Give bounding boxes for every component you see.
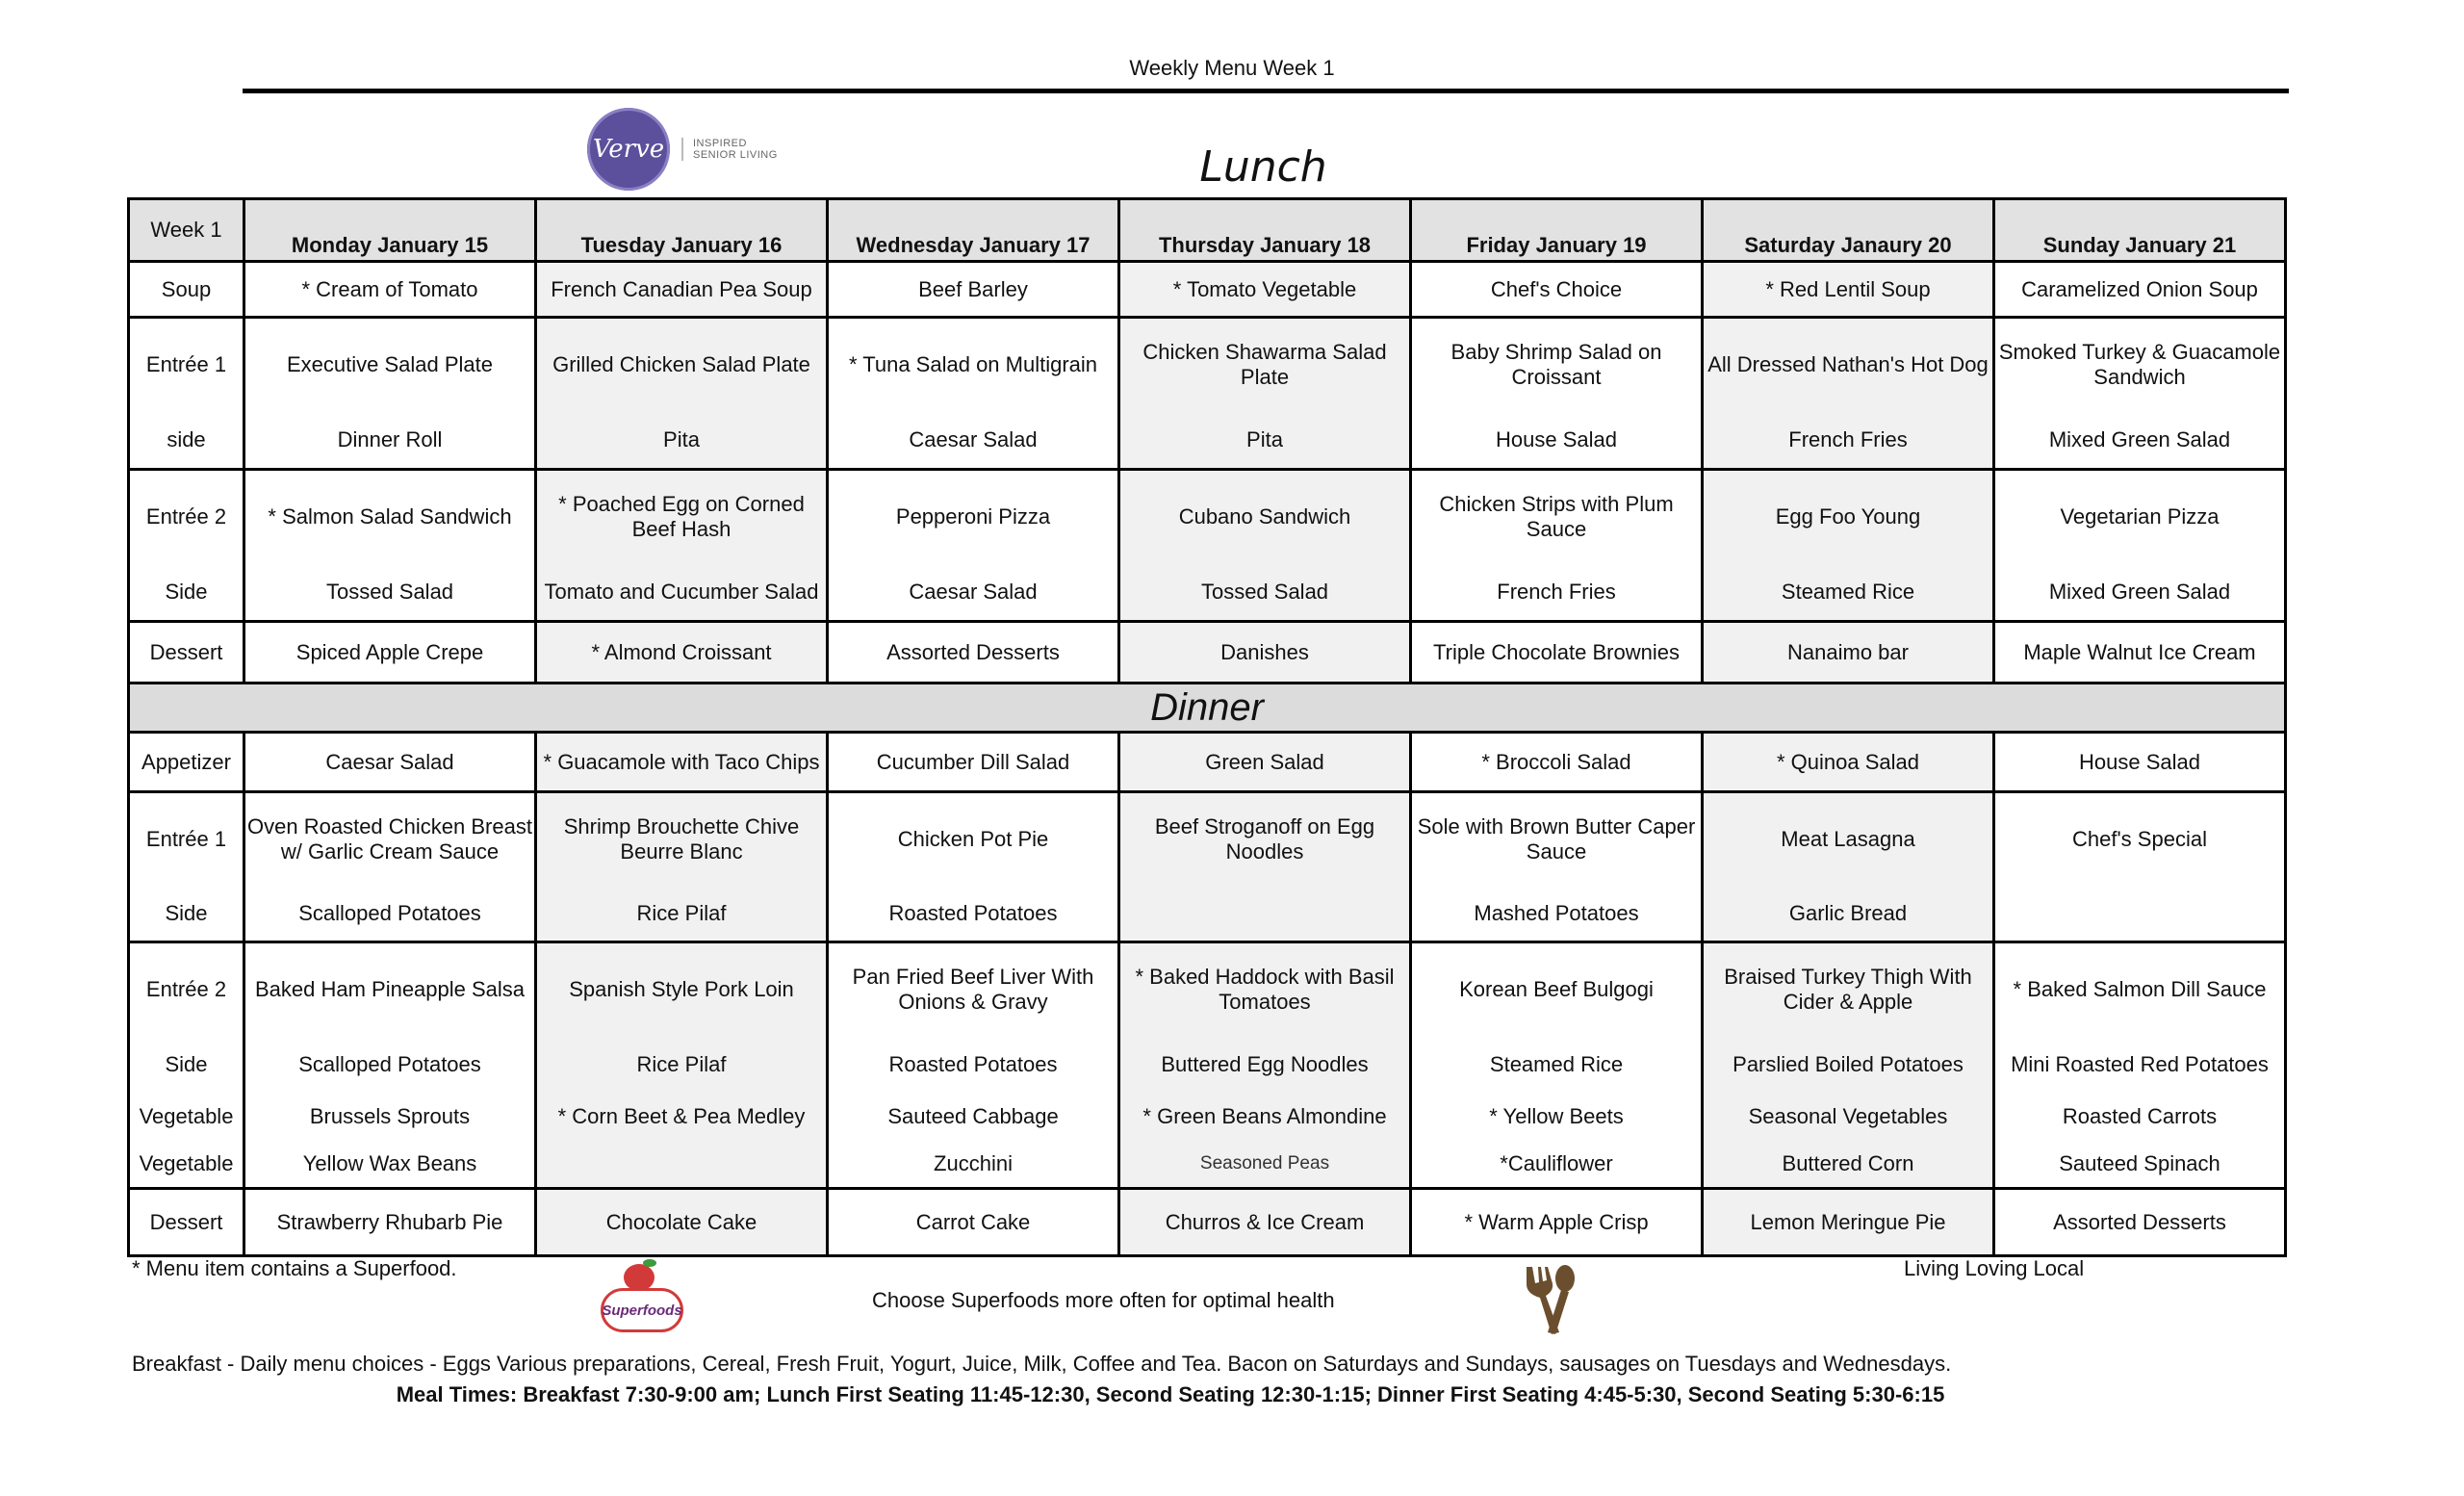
lunch-dessert-cell: Maple Walnut Ice Cream (1994, 622, 2286, 684)
lunch-entree1-label: Entrée 1 (129, 318, 244, 412)
lunch-entree1-cell: Grilled Chicken Salad Plate (536, 318, 828, 412)
day-header: Thursday January 18 (1119, 199, 1411, 262)
dinner-side2-cell: Mini Roasted Red Potatoes (1994, 1037, 2286, 1093)
dinner-side1-cell (1994, 887, 2286, 942)
dinner-veg2-row (129, 1141, 2286, 1189)
lunch-side2-cell: Tomato and Cucumber Salad (536, 564, 828, 622)
dinner-dessert-cell: Assorted Desserts (1994, 1189, 2286, 1256)
dinner-entree2-cell: Baked Ham Pineapple Salsa (244, 942, 536, 1037)
dinner-veg1-cell: Sauteed Cabbage (828, 1093, 1119, 1141)
dinner-side2-cell: Buttered Egg Noodles (1119, 1037, 1411, 1093)
leaf-icon (643, 1259, 656, 1267)
lunch-side1-cell: House Salad (1411, 412, 1703, 470)
lunch-soup-cell: * Red Lentil Soup (1703, 262, 1994, 318)
dinner-side1-cell (1119, 887, 1411, 942)
dinner-appetizer-cell: Caesar Salad (244, 733, 536, 792)
dinner-veg1-cell: Seasonal Vegetables (1703, 1093, 1994, 1141)
dinner-veg1-cell: Brussels Sprouts (244, 1093, 536, 1141)
lunch-side1-cell: Pita (1119, 412, 1411, 470)
lunch-side1-cell: French Fries (1703, 412, 1994, 470)
dinner-side1-cell: Scalloped Potatoes (244, 887, 536, 942)
lunch-soup-cell: * Tomato Vegetable (1119, 262, 1411, 318)
lunch-entree2-cell: * Salmon Salad Sandwich (244, 470, 536, 564)
dinner-title: Dinner (129, 684, 2286, 733)
lunch-soup-cell: Chef's Choice (1411, 262, 1703, 318)
dinner-appetizer-row (129, 733, 2286, 792)
dinner-veg2-cell: Buttered Corn (1703, 1141, 1994, 1189)
lunch-entree1-cell: Smoked Turkey & Guacamole Sandwich (1994, 318, 2286, 412)
dinner-dessert-cell: Carrot Cake (828, 1189, 1119, 1256)
living-local-text: Living Loving Local (1904, 1256, 2085, 1280)
dinner-side2-cell: Roasted Potatoes (828, 1037, 1119, 1093)
dinner-veg2-cell: *Cauliflower (1411, 1141, 1703, 1189)
superfoods-logo: Superfoods (601, 1288, 683, 1332)
dinner-veg2-cell (536, 1141, 828, 1189)
lunch-soup-row (129, 262, 2286, 318)
dinner-band-row (129, 684, 2286, 733)
lunch-side2-row (129, 564, 2286, 622)
dinner-side2-cell: Steamed Rice (1411, 1037, 1703, 1093)
lunch-entree2-cell: Pepperoni Pizza (828, 470, 1119, 564)
lunch-entree1-row (129, 318, 2286, 412)
lunch-side1-cell: Mixed Green Salad (1994, 412, 2286, 470)
dinner-veg2-cell: Yellow Wax Beans (244, 1141, 536, 1189)
lunch-entree1-cell: Executive Salad Plate (244, 318, 536, 412)
verve-tagline: INSPIRED SENIOR LIVING (681, 138, 778, 161)
lunch-dessert-cell: Nanaimo bar (1703, 622, 1994, 684)
lunch-side2-cell: Mixed Green Salad (1994, 564, 2286, 622)
dinner-veg2-cell: Zucchini (828, 1141, 1119, 1189)
dinner-veg2-cell: Seasoned Peas (1119, 1141, 1411, 1189)
lunch-entree2-row (129, 470, 2286, 564)
lunch-entree1-cell: Chicken Shawarma Salad Plate (1119, 318, 1411, 412)
dinner-side1-cell: Rice Pilaf (536, 887, 828, 942)
lunch-side2-cell: Tossed Salad (1119, 564, 1411, 622)
document-title: Weekly Menu Week 1 (1129, 56, 1335, 80)
fork-spoon-icon (1513, 1261, 1580, 1338)
dinner-veg1-cell: * Green Beans Almondine (1119, 1093, 1411, 1141)
dinner-appetizer-cell: * Broccoli Salad (1411, 733, 1703, 792)
lunch-entree1-cell: All Dressed Nathan's Hot Dog (1703, 318, 1994, 412)
dinner-entree2-cell: * Baked Haddock with Basil Tomatoes (1119, 942, 1411, 1037)
lunch-side1-label: side (129, 412, 244, 470)
dinner-entree2-row (129, 942, 2286, 1037)
lunch-soup-cell: * Cream of Tomato (244, 262, 536, 318)
dinner-veg1-cell: * Yellow Beets (1411, 1093, 1703, 1141)
lunch-entree2-label: Entrée 2 (129, 470, 244, 564)
dinner-veg1-cell: * Corn Beet & Pea Medley (536, 1093, 828, 1141)
dinner-veg1-cell: Roasted Carrots (1994, 1093, 2286, 1141)
dinner-entree1-cell: Sole with Brown Butter Caper Sauce (1411, 792, 1703, 887)
lunch-soup-label: Soup (129, 262, 244, 318)
day-header: Saturday Janaury 20 (1703, 199, 1994, 262)
dinner-veg1-label: Vegetable (129, 1093, 244, 1141)
dinner-appetizer-cell: * Guacamole with Taco Chips (536, 733, 828, 792)
dinner-side2-cell: Parslied Boiled Potatoes (1703, 1037, 1994, 1093)
dinner-appetizer-label: Appetizer (129, 733, 244, 792)
dinner-dessert-cell: Lemon Meringue Pie (1703, 1189, 1994, 1256)
lunch-dessert-label: Dessert (129, 622, 244, 684)
lunch-entree2-cell: * Poached Egg on Corned Beef Hash (536, 470, 828, 564)
lunch-soup-cell: Caramelized Onion Soup (1994, 262, 2286, 318)
lunch-side2-cell: Caesar Salad (828, 564, 1119, 622)
lunch-dessert-row (129, 622, 2286, 684)
dinner-entree2-cell: Pan Fried Beef Liver With Onions & Gravy (828, 942, 1119, 1037)
lunch-entree2-cell: Cubano Sandwich (1119, 470, 1411, 564)
dinner-side1-row (129, 887, 2286, 942)
dinner-dessert-cell: Chocolate Cake (536, 1189, 828, 1256)
lunch-entree1-cell: Baby Shrimp Salad on Croissant (1411, 318, 1703, 412)
dinner-veg2-label: Vegetable (129, 1141, 244, 1189)
lunch-soup-cell: Beef Barley (828, 262, 1119, 318)
dinner-entree1-cell: Shrimp Brouchette Chive Beurre Blanc (536, 792, 828, 887)
dinner-entree2-label: Entrée 2 (129, 942, 244, 1037)
meal-times: Meal Times: Breakfast 7:30-9:00 am; Lunch First Seating 11:45-12:30, Second Seating 12:30-1:15; Dinner First Seating 4:45-5:30, Second Seating 5:30-6:15 (396, 1382, 1945, 1406)
day-header: Friday January 19 (1411, 199, 1703, 262)
dinner-side1-cell: Mashed Potatoes (1411, 887, 1703, 942)
lunch-side2-cell: French Fries (1411, 564, 1703, 622)
day-header: Tuesday January 16 (536, 199, 828, 262)
dinner-side1-cell: Garlic Bread (1703, 887, 1994, 942)
lunch-side2-cell: Steamed Rice (1703, 564, 1994, 622)
title-rule (243, 89, 2289, 93)
lunch-entree2-cell: Chicken Strips with Plum Sauce (1411, 470, 1703, 564)
dinner-entree1-cell: Chicken Pot Pie (828, 792, 1119, 887)
dinner-entree1-row (129, 792, 2286, 887)
dinner-entree1-cell: Oven Roasted Chicken Breast w/ Garlic Cream Sauce (244, 792, 536, 887)
superfood-note: * Menu item contains a Superfood. (132, 1256, 457, 1280)
menu-table (127, 197, 2287, 1257)
day-header: Sunday January 21 (1994, 199, 2286, 262)
dinner-veg1-row (129, 1093, 2286, 1141)
dinner-entree2-cell: Spanish Style Pork Loin (536, 942, 828, 1037)
dinner-entree1-label: Entrée 1 (129, 792, 244, 887)
week-label: Week 1 (129, 199, 244, 262)
dinner-appetizer-cell: Green Salad (1119, 733, 1411, 792)
lunch-entree1-cell: * Tuna Salad on Multigrain (828, 318, 1119, 412)
day-header: Monday January 15 (244, 199, 536, 262)
lunch-dessert-cell: Danishes (1119, 622, 1411, 684)
lunch-dessert-cell: * Almond Croissant (536, 622, 828, 684)
lunch-header-row (129, 199, 2286, 262)
lunch-side2-cell: Tossed Salad (244, 564, 536, 622)
dinner-entree2-cell: * Baked Salmon Dill Sauce (1994, 942, 2286, 1037)
lunch-side1-cell: Caesar Salad (828, 412, 1119, 470)
lunch-title: Lunch (1199, 142, 1327, 192)
lunch-side1-cell: Pita (536, 412, 828, 470)
lunch-entree2-cell: Egg Foo Young (1703, 470, 1994, 564)
dinner-entree1-cell: Beef Stroganoff on Egg Noodles (1119, 792, 1411, 887)
dinner-dessert-row (129, 1189, 2286, 1256)
dinner-entree1-cell: Chef's Special (1994, 792, 2286, 887)
lunch-side1-cell: Dinner Roll (244, 412, 536, 470)
dinner-appetizer-cell: House Salad (1994, 733, 2286, 792)
dinner-dessert-cell: * Warm Apple Crisp (1411, 1189, 1703, 1256)
day-header: Wednesday January 17 (828, 199, 1119, 262)
verve-logo-mark: Verve (587, 108, 670, 191)
dinner-entree2-cell: Braised Turkey Thigh With Cider & Apple (1703, 942, 1994, 1037)
dinner-dessert-cell: Strawberry Rhubarb Pie (244, 1189, 536, 1256)
breakfast-info: Breakfast - Daily menu choices - Eggs Various preparations, Cereal, Fresh Fruit, Yogurt, Juice, Milk, Coffee and Tea. Bacon on Saturdays and Sundays, sausages on Tuesdays and Wednesdays. (132, 1352, 1952, 1376)
dinner-entree1-cell: Meat Lasagna (1703, 792, 1994, 887)
dinner-side1-label: Side (129, 887, 244, 942)
dinner-appetizer-cell: * Quinoa Salad (1703, 733, 1994, 792)
lunch-dessert-cell: Triple Chocolate Brownies (1411, 622, 1703, 684)
dinner-side2-row (129, 1037, 2286, 1093)
dinner-dessert-cell: Churros & Ice Cream (1119, 1189, 1411, 1256)
dinner-side2-cell: Scalloped Potatoes (244, 1037, 536, 1093)
lunch-soup-cell: French Canadian Pea Soup (536, 262, 828, 318)
lunch-dessert-cell: Spiced Apple Crepe (244, 622, 536, 684)
lunch-side2-label: Side (129, 564, 244, 622)
choose-superfoods-text: Choose Superfoods more often for optimal health (872, 1288, 1335, 1312)
lunch-entree2-cell: Vegetarian Pizza (1994, 470, 2286, 564)
lunch-dessert-cell: Assorted Desserts (828, 622, 1119, 684)
dinner-side1-cell: Roasted Potatoes (828, 887, 1119, 942)
dinner-side2-cell: Rice Pilaf (536, 1037, 828, 1093)
lunch-side1-row (129, 412, 2286, 470)
dinner-side2-label: Side (129, 1037, 244, 1093)
dinner-dessert-label: Dessert (129, 1189, 244, 1256)
dinner-entree2-cell: Korean Beef Bulgogi (1411, 942, 1703, 1037)
dinner-appetizer-cell: Cucumber Dill Salad (828, 733, 1119, 792)
apple-icon (624, 1264, 654, 1291)
dinner-veg2-cell: Sauteed Spinach (1994, 1141, 2286, 1189)
